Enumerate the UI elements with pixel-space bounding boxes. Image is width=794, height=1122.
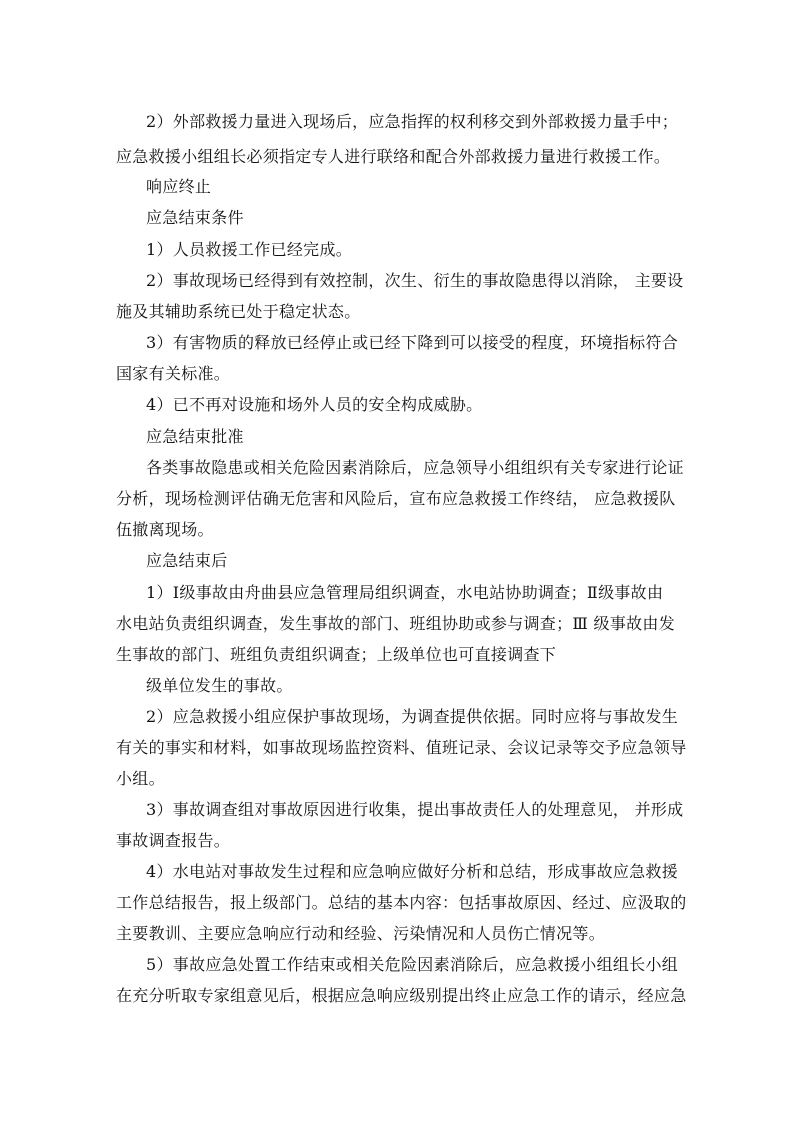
paragraph-line: 工作总结报告，报上级部门。总结的基本内容：包括事故原因、经过、应汲取的 — [116, 893, 687, 912]
paragraph-line: 在充分听取专家组意见后，根据应急响应级别提出终止应急工作的请示，经应急 — [116, 986, 687, 1005]
paragraph-line: 3）有害物质的释放已经停止或已经下降到可以接受的程度，环境指标符合 — [146, 333, 679, 352]
paragraph-line: 2）事故现场已经得到有效控制，次生、衍生的事故隐患得以消除， 主要设 — [146, 271, 684, 290]
paragraph-line: 5）事故应急处置工作结束或相关危险因素消除后，应急救援小组组长小组 — [146, 955, 679, 974]
paragraph-line: 级单位发生的事故。 — [146, 676, 293, 695]
section-heading: 应急结束后 — [146, 551, 228, 570]
paragraph-line: 国家有关标准。 — [116, 364, 231, 383]
paragraph-line: 3）事故调查组对事故原因进行收集，提出事故责任人的处理意见， 并形成 — [146, 800, 684, 819]
paragraph-line: 小组。 — [116, 769, 165, 788]
paragraph-line: 事故调查报告。 — [116, 831, 231, 850]
paragraph-line: 分析，现场检测评估确无危害和风险后，宣布应急救援工作终结， 应急救援队 — [116, 489, 676, 508]
paragraph-line: 1）人员救援工作已经完成。 — [146, 240, 353, 259]
paragraph-line: 有关的事实和材料，如事故现场监控资料、值班记录、会议记录等交予应急领导 — [116, 738, 687, 757]
section-heading: 响应终止 — [146, 177, 212, 196]
paragraph-line: 生事故的部门、班组负责组织调查；上级单位也可直接调查下 — [116, 645, 557, 664]
paragraph-line: 2）应急救援小组应保护事故现场，为调查提供依据。同时应将与事故发生 — [146, 707, 679, 726]
paragraph-line: 施及其辅助系统已处于稳定状态。 — [116, 302, 361, 321]
paragraph-line: 1）Ⅰ级事故由舟曲县应急管理局组织调查，水电站协助调查；Ⅱ级事故由 — [146, 583, 664, 602]
paragraph-line: 4）水电站对事故发生过程和应急响应做好分析和总结，形成事故应急救援 — [146, 862, 679, 881]
paragraph-line: 水电站负责组织调查，发生事故的部门、班组协助或参与调查；Ⅲ 级事故由发 — [116, 614, 676, 633]
paragraph-line: 伍撤离现场。 — [116, 520, 214, 539]
paragraph-line: 主要教训、主要应急响应行动和经验、污染情况和人员伤亡情况等。 — [116, 924, 606, 943]
paragraph-line: 4）已不再对设施和场外人员的安全构成威胁。 — [146, 395, 483, 414]
paragraph-line: 各类事故隐患或相关危险因素消除后，应急领导小组组织有关专家进行论证 — [146, 458, 684, 477]
paragraph-line: 应急救援小组组长必须指定专人进行联络和配合外部救援力量进行救援工作。 — [116, 147, 671, 166]
section-heading: 应急结束条件 — [146, 208, 244, 227]
paragraph-line: 2）外部救援力量进入现场后，应急指挥的权利移交到外部救援力量手中； — [146, 112, 679, 131]
section-heading: 应急结束批准 — [146, 427, 244, 446]
